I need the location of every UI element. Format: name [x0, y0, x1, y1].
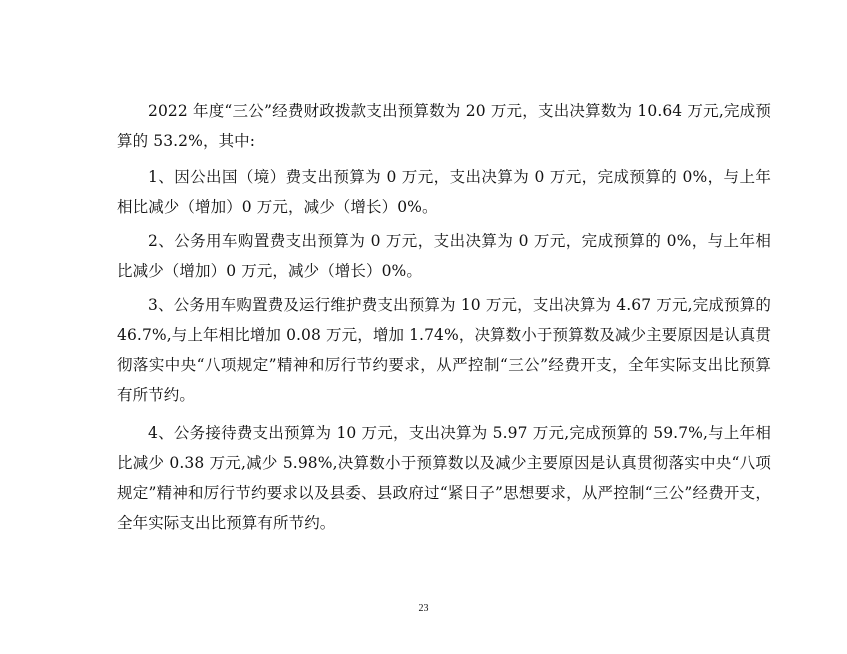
- paragraph-vehicle-purchase: 2、公务用车购置费支出预算为 0 万元，支出决算为 0 万元，完成预算的 0%，与上年相比减少（增加）0 万元，减少（增长）0%。: [117, 232, 771, 280]
- paragraph-official-reception: 4、公务接待费支出预算为 10 万元，支出决算为 5.97 万元,完成预算的 59.7%,与上年相比减少 0.38 万元,减少 5.98%,决算数小于预算数以及减少主要原因是认真贯彻落实中央“八项规定”精神和厉行节约要求以及县委、县政府过“紧日子”思想要求，从严控制“三公”经费开支，全年实际支出比预算有所节约。: [117, 424, 771, 532]
- paragraph-overseas-travel: 1、因公出国（境）费支出预算为 0 万元，支出决算为 0 万元，完成预算的 0%，与上年相比减少（增加）0 万元，减少（增长）0%。: [117, 168, 771, 216]
- paragraph-vehicle-operation: 3、公务用车购置费及运行维护费支出预算为 10 万元，支出决算为 4.67 万元,完成预算的 46.7%,与上年相比增加 0.08 万元，增加 1.74%，决算数小于预算数及减少主要原因是认真贯彻落实中央“八项规定”精神和厉行节约要求，从严控制“三公”经费开支，全年实际支出比预算有所节约。: [117, 296, 771, 404]
- paragraph-summary: 2022 年度“三公”经费财政拨款支出预算数为 20 万元，支出决算数为 10.64 万元,完成预算的 53.2%，其中:: [117, 102, 771, 150]
- page-number: 23: [418, 603, 429, 614]
